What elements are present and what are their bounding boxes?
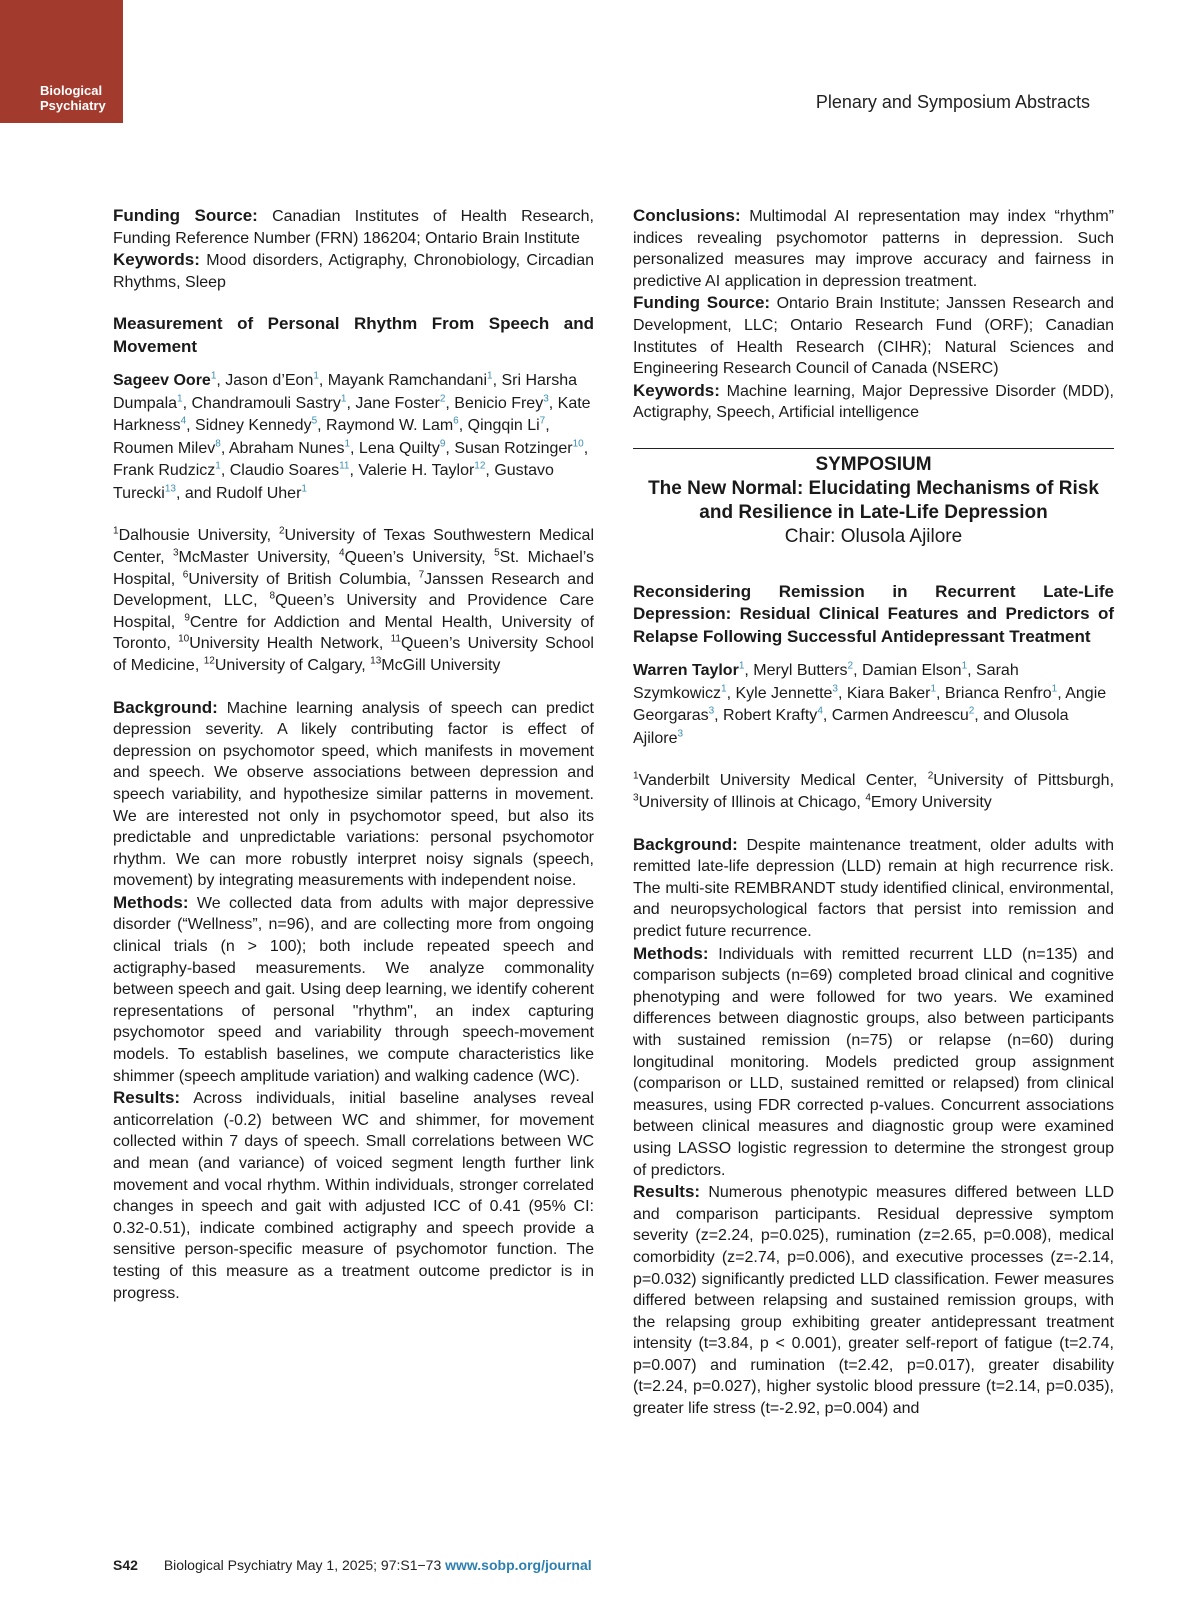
conclusions-label: Conclusions: [633,206,741,225]
affiliation-list [633,770,1114,813]
author-name: Sageev Oore [113,372,211,390]
funding-text: Canadian Institutes of Health Research, Funding Reference Number (FRN) 186204; Ontario Brain Institute [113,208,595,247]
author-name: Brianca Renfro [944,684,1052,702]
journal-logo [0,0,123,123]
author-separator: , [220,439,229,457]
author-affiliation-marker: 1 [961,661,968,673]
author-affiliation-marker: 1 [1051,683,1058,695]
symposium-title: The New Normal: Elucidating Mechanisms of Risk and Resilience in Late-Life Depression [648,477,1099,523]
background-paragraph [633,834,1114,943]
affiliation-marker: 4 [339,547,345,559]
affiliation-marker: 7 [418,569,425,581]
author-separator: , [726,684,736,702]
author-affiliation-marker: 1 [930,683,937,695]
author-name: Gustavo Turecki [113,462,554,502]
author-affiliation-marker: 1 [344,438,351,450]
keywords-paragraph [113,249,594,293]
author-affiliation-marker: 6 [453,416,459,428]
author-name: Raymond W. Lam [326,417,454,435]
author-separator: , [445,439,455,457]
affiliation-name: University of British Columbia, [188,570,419,588]
symposium-header [633,453,1114,549]
methods-paragraph [113,892,594,1087]
affiliation-marker: 5 [494,547,500,559]
journal-logo-line1: Biological [40,83,103,98]
abstract-title: Measurement of Personal Rhythm From Speech and Movement [113,314,594,356]
author-separator: , and [974,707,1015,725]
journal-logo-line2: Psychiatry [40,98,106,113]
affiliation-marker: 2 [927,771,934,783]
author-separator: , [216,372,226,390]
symposium-label: SYMPOSIUM [815,453,932,475]
author-separator: , [186,417,196,435]
author-separator: , [545,417,550,435]
keywords-paragraph [633,380,1114,424]
author-affiliation-marker: 1 [301,483,307,495]
abstract-title: Reconsidering Remission in Recurrent Late-Life Depression: Residual Clinical Features and Predictors of Relapse Following Successful Antidepressant Treatment [633,581,1114,646]
author-name: Carmen Andreescu [831,707,969,725]
funding-paragraph [113,205,594,249]
results-text: Numerous phenotypic measures differed between LLD and comparison participants. Residual depressive symptom severity (z=2.24, p=0.025), rumination (z=2.65, p=0.008), medical comorbidity (z=2.74, p=0.006), and executive processes (z=-2.14, p=0.032) significantly predicted LLD classification. Fewer measures differed between relapsing and sustained remission groups, with the relapsing group exhibiting greater antidepressant treatment intensity (t=3.84, p < 0.001), greater self-report of fatigue (t=2.74, p=0.007) and rumination (t=2.42, p=0.017), greater disability (t=2.24, p=0.027), higher systolic blood pressure (t=2.14, p=0.035), greater life stress (t=-2.92, p=0.004) and [633,1184,1114,1418]
author-separator: , [458,417,468,435]
author-affiliation-marker: 9 [439,438,446,450]
author-separator: , [492,372,502,390]
results-paragraph [113,1087,594,1304]
background-text: Despite maintenance treatment, older adults with remitted late-life depression (LLD) remain at high recurrence risk. The multi-site REMBRANDT study identified clinical, environmental, and neuropsychological factors that persist into remission and predict future recurrence. [633,836,1114,940]
author-separator: , [349,462,359,480]
symposium-chair: Chair: Olusola Ajilore [784,525,963,547]
methods-paragraph [633,943,1114,1182]
author-name: Abraham Nunes [228,439,345,457]
affiliation-name: McMaster University, [178,548,339,566]
keywords-label: Keywords: [113,250,200,270]
author-name: Jason d’Eon [225,372,314,390]
author-name: Kate Harkness [113,394,591,435]
methods-text: Individuals with remitted recurrent LLD (n=135) and comparison subjects (n=69) completed broad clinical and cognitive phenotyping and were followed for two years. We examined differences between diagnostic groups, also between participants with sustained remission (n=75) or relapse (n=60) during longitudinal monitoring. Models predicted group assignment (comparison or LLD, sustained remitted or relapsed) from clinical measures, using FDR corrected p-values. Concurrent associations between clinical measures and diagnostic group were examined using LASSO logistic regression to determine the strongest group of predictors. [633,945,1115,1179]
affiliation-marker: 6 [182,569,189,581]
author-affiliation-marker: 4 [817,706,823,718]
author-separator: , [714,707,724,725]
affiliation-marker: 1 [113,526,119,538]
affiliation-name: Dalhousie University, [118,527,279,545]
funding-paragraph [633,292,1114,379]
author-name: Sarah Szymkowicz [633,662,1019,702]
background-text: Machine learning analysis of speech can predict depression severity. A likely contributing factor is effect of depression on psychomotor speed, which manifests in movement and speech. We observe associations between depression and speech variability, and hypothesize similar patterns in movement. We are interested not only in psychomotor speed, but also its predictable and unpredictable variations: personal psychomotor rhythm. We can more robustly interpret noisy signals (speech, movement) by integrating measurements with independent noise. [113,699,594,890]
author-affiliation-marker: 5 [311,416,318,428]
affiliation-name: University of Illinois at Chicago, [638,794,866,812]
author-separator: , [445,394,455,412]
keywords-text: Machine learning, Major Depressive Disorder (MDD), Actigraphy, Speech, Artificial intelligence [633,382,1114,422]
funding-label: Funding Source: [633,293,771,313]
conclusions-paragraph [633,205,1114,292]
author-separator: , [548,394,558,412]
author-separator: , [346,394,356,412]
author-name: Valerie H. Taylor [358,462,475,480]
author-separator: , [583,439,589,457]
running-head: Plenary and Symposium Abstracts [815,92,1090,112]
author-affiliation-marker: 1 [340,393,347,405]
author-name: Angie Georgaras [633,684,1107,725]
author-affiliation-marker: 3 [832,683,838,695]
affiliation-marker: 4 [865,792,871,804]
author-affiliation-marker: 1 [721,683,727,695]
affiliation-name: Queen’s University and Providence Care Hospital, [113,592,594,631]
author-name: Olusola Ajilore [633,707,1069,747]
author-separator: , [837,684,847,702]
affiliation-marker: 3 [172,547,179,559]
affiliation-name: University of Texas Southwestern Medical Center, [113,527,594,566]
affiliation-name: University of Calgary, [214,656,371,674]
author-name: Claudio Soares [229,462,340,480]
affiliation-marker: 13 [370,655,382,667]
author-affiliation-marker: 3 [543,393,549,405]
affiliation-name: University Health Network, [189,635,391,653]
background-label: Background: [633,834,738,854]
author-separator: , [485,462,495,480]
author-separator: , [220,462,230,480]
author-separator: , [182,394,192,412]
author-separator: , [317,417,327,435]
left-column [113,205,594,1304]
author-name: Warren Taylor [633,662,739,680]
affiliation-marker: 8 [269,590,276,602]
author-affiliation-marker: 13 [164,483,176,495]
author-name: Kyle Jennette [735,684,833,702]
results-text: Across individuals, initial baseline analyses reveal anticorrelation (-0.2) between WC and shimmer, for movement collected within 7 days of speech. Small correlations between WC and mean (and variance) of voiced segment length further link movement and vocal rhythm. Within individuals, stronger correlated changes in speech and gait with adjusted ICC of 0.41 (95% CI: 0.32-0.51), indicate combined actigraphy and speech provide a sensitive person-specific measure of psychomotor function. The testing of this measure as a treatment outcome predictor is in progress. [113,1090,594,1302]
right-column [633,205,1114,1420]
author-affiliation-marker: 1 [215,461,221,473]
author-affiliation-marker: 1 [210,371,217,383]
affiliation-marker: 1 [633,771,639,783]
author-affiliation-marker: 1 [738,661,745,673]
author-name: Qingqin Li [467,417,540,435]
affiliation-name: Queen’s University, [344,548,495,566]
affiliation-marker: 2 [278,526,285,538]
author-name: Robert Krafty [723,707,818,725]
author-list [113,370,594,505]
author-name: Sri Harsha Dumpala [113,372,578,412]
affiliation-name: Emory University [870,794,992,812]
author-affiliation-marker: 8 [215,438,221,450]
author-affiliation-marker: 12 [474,461,486,473]
author-affiliation-marker: 11 [339,461,350,473]
author-list [633,660,1114,750]
author-separator: , and [175,484,217,502]
author-name: Mayank Ramchandani [327,372,487,390]
results-label: Results: [633,1182,701,1202]
author-affiliation-marker: 1 [487,371,493,383]
author-name: Sidney Kennedy [195,417,312,435]
affiliation-marker: 11 [390,634,401,646]
affiliation-marker: 9 [184,612,190,624]
author-name: Roumen Milev [113,439,216,457]
keywords-label: Keywords: [633,380,720,400]
author-name: Rudolf Uher [216,484,302,502]
affiliation-marker: 12 [203,655,215,667]
author-affiliation-marker: 1 [313,371,319,383]
author-affiliation-marker: 7 [539,416,546,428]
author-separator: , [1057,684,1066,702]
journal-link[interactable]: www.sobp.org/journal [445,1557,592,1573]
author-name: Susan Rotzinger [454,439,573,457]
methods-text: We collected data from adults with major depressive disorder (“Wellness”, n=96), and are collecting more from ongoing clinical trials (n > 100); both include repeated speech and actigraphy-based measurements. We analyze commonality between speech and gait. Using deep learning, we identify coherent representations of personal "rhythm", an index capturing psychomotor speed and variability through speech-movement models. To establish baselines, we compute characteristics like shimmer (speech amplitude variation) and walking cadence (WC). [113,894,594,1085]
affiliation-name: Janssen Research and Development, LLC, [113,570,595,610]
page-number: S42 [113,1557,138,1573]
author-name: Benicio Frey [454,394,544,412]
author-affiliation-marker: 2 [439,393,446,405]
affiliation-name: McGill University [381,656,501,674]
author-name: Meryl Butters [753,662,848,680]
author-name: Damian Elson [861,662,962,680]
author-name: Frank Rudzicz [113,462,216,480]
author-separator: , [318,372,328,390]
page-footer [113,1557,592,1573]
symposium-divider [633,448,1114,449]
author-separator: , [350,439,359,457]
keywords-text: Mood disorders, Actigraphy, Chronobiology, Circadian Rhythms, Sleep [113,252,595,291]
funding-text: Ontario Brain Institute; Janssen Research and Development, LLC; Ontario Research Fund (ORF); Canadian Institutes of Health Research (CIHR); Natural Sciences and Engineering Research Council of Canada (NSERC) [633,295,1114,378]
author-separator: , [822,707,832,725]
affiliation-name: Centre for Addiction and Mental Health, University of Toronto, [113,613,594,653]
author-separator: , [853,662,862,680]
author-affiliation-marker: 1 [177,393,183,405]
affiliation-name: University of Pittsburgh, [933,772,1115,790]
author-separator: , [967,662,977,680]
background-label: Background: [113,697,218,717]
results-paragraph [633,1181,1114,1420]
conclusions-text: Multimodal AI representation may index “rhythm” indices revealing psychomotor patterns in depression. Such personalized measures may improve accuracy and fairness in predictive AI application in depression treatment. [633,208,1115,290]
affiliation-name: St. Michael’s Hospital, [113,548,595,588]
author-name: Lena Quilty [358,439,440,457]
affiliation-list [113,525,594,676]
affiliation-name: Queen’s University School of Medicine, [113,635,594,674]
results-label: Results: [113,1088,181,1108]
author-separator: , [936,684,945,702]
author-separator: , [744,662,754,680]
author-name: Chandramouli Sastry [191,394,341,412]
citation: Biological Psychiatry May 1, 2025; 97:S1−73 [163,1557,442,1573]
background-paragraph [113,697,594,892]
author-name: Kiara Baker [846,684,931,702]
author-affiliation-marker: 2 [968,706,975,718]
author-affiliation-marker: 3 [708,706,715,718]
author-affiliation-marker: 10 [572,438,584,450]
author-affiliation-marker: 3 [677,728,684,740]
affiliation-marker: 10 [178,634,190,646]
affiliation-name: Vanderbilt University Medical Center, [638,772,928,790]
methods-label: Methods: [633,943,709,963]
affiliation-marker: 3 [633,792,639,804]
author-name: Jane Foster [355,394,440,412]
methods-label: Methods: [113,892,189,912]
author-affiliation-marker: 4 [180,416,187,428]
funding-label: Funding Source: [113,206,258,225]
author-affiliation-marker: 2 [847,661,854,673]
